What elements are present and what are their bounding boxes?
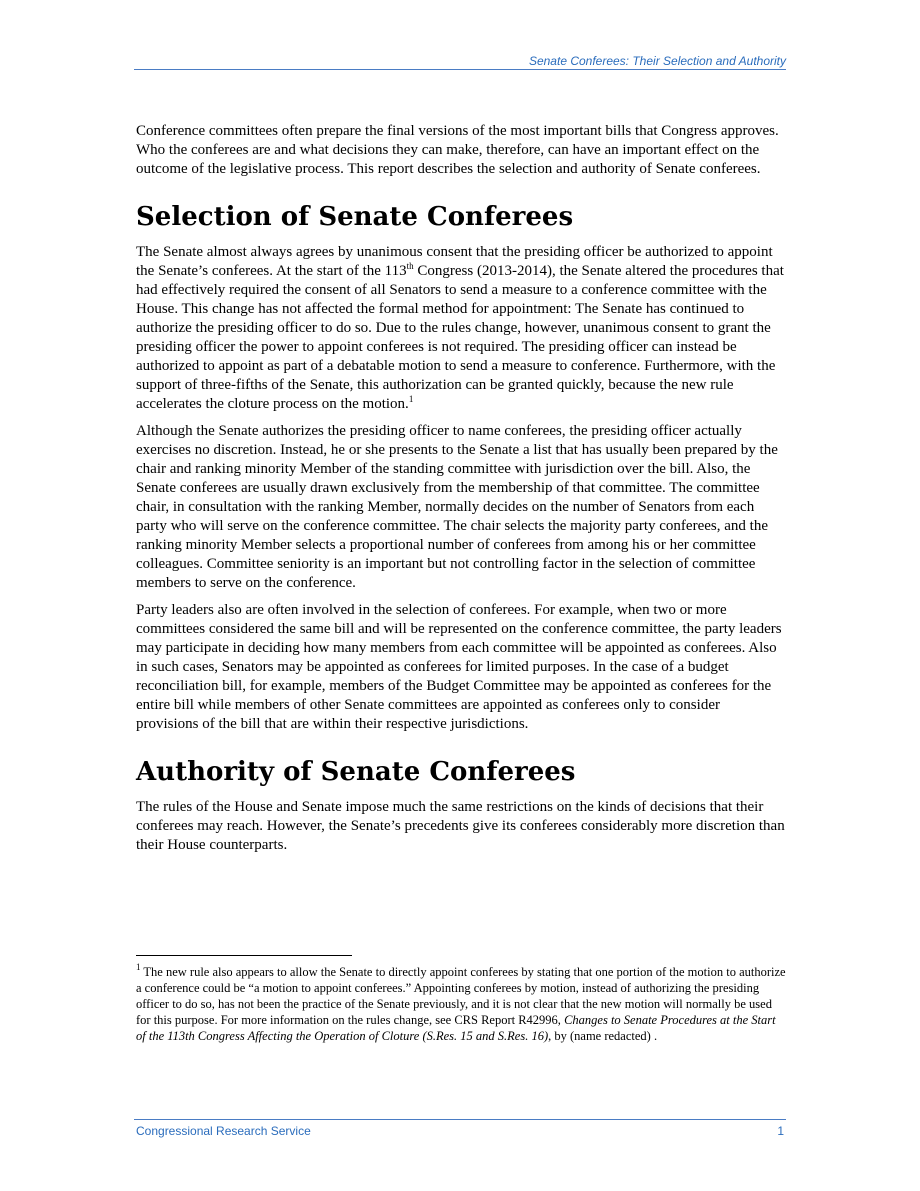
- section-heading-authority: Authority of Senate Conferees: [136, 757, 576, 787]
- footnote-tail: , by (name redacted) .: [548, 1029, 658, 1043]
- footnote-divider: [136, 955, 352, 956]
- footnote-text: The new rule also appears to allow the Senate to directly appoint conferees by stating that one portion of the motion to authorize a conference could be “a motion to appoint conferees.” Appointing conferees by motion, instead of authorizing the presiding officer to do so, has not been the practice of the Senate previously, and it is not clear that the new motion will normally be used for this purpose. For more information on the rules change, see CRS Report R42996,: [136, 965, 786, 1027]
- authority-paragraph-1: The rules of the House and Senate impose much the same restrictions on the kinds of decisions that their conferees may reach. However, the Senate’s precedents give its conferees considerably more discretion than their House counterparts.: [136, 799, 785, 853]
- selection-paragraph-2: Although the Senate authorizes the presiding officer to name conferees, the presiding officer actually exercises no discretion. Instead, he or she presents to the Senate a list that has usually been prepared by the chair and ranking minority Member of the standing committee with jurisdiction over the bill. Also, the Senate conferees are usually drawn exclusively from the membership of that committee. The committee chair, in consultation with the ranking Member, normally decides on the number of Senators from each party who will serve on the conference committee. The chair selects the majority party conferees, and the ranking minority Member selects a proportional number of conferees from among his or her committee colleagues. Committee seniority is an important but not controlling factor in the selection of committee members to serve on the conference.: [136, 423, 778, 591]
- page-number: 1: [777, 1124, 784, 1138]
- ordinal-suffix: th: [406, 261, 414, 271]
- selection-paragraph-1: [136, 243, 786, 414]
- footnote-number: 1: [136, 962, 141, 972]
- footer-divider: [134, 1119, 786, 1120]
- selection-p1-text-a: The Senate almost always agrees by unanimous consent that the presiding officer be authorized to appoint the Senate’s conferees. At the start of the 113: [136, 244, 773, 279]
- footnote-report-title: Changes to Senate Procedures at the Start of the 113th Congress Affecting the Operation of Cloture (S.Res. 15 and S.Res. 16): [136, 1013, 776, 1043]
- footnote: [136, 964, 786, 1044]
- section-heading-selection: Selection of Senate Conferees: [136, 202, 574, 232]
- selection-p1-text-b: Congress (2013-2014), the Senate altered the procedures that had effectively required the consent of all Senators to send a measure to a conference committee with the House. This change has not affected the formal method for appointment: The Senate has continued to authorize the presiding officer to do so. Due to the rules change, however, unanimous consent to grant the presiding officer the power to appoint conferees is not required. The presiding officer can instead be authorized to appoint as part of a debatable motion to send a measure to conference. Furthermore, with the support of three-fifths of the Senate, this authorization can be granted quickly, because the new rule accelerates the cloture process on the motion.: [136, 263, 784, 412]
- body-content: [136, 122, 786, 863]
- footnote-reference[interactable]: 1: [408, 394, 414, 404]
- footer-organization: Congressional Research Service: [136, 1124, 311, 1138]
- selection-paragraph-3: Party leaders also are often involved in the selection of conferees. For example, when two or more committees considered the same bill and will be represented on the conference committee, the party leaders may participate in deciding how many members from each committee will be appointed as conferees. Also in such cases, Senators may be appointed as conferees for limited purposes. In the case of a budget reconciliation bill, for example, members of the Budget Committee may be appointed as conferees for the entire bill while members of other Senate committees are appointed as conferees only to consider provisions of the bill that are within their respective jurisdictions.: [136, 602, 782, 732]
- header-divider: [134, 69, 786, 70]
- running-header: Senate Conferees: Their Selection and Authority: [528, 54, 786, 68]
- intro-paragraph: Conference committees often prepare the final versions of the most important bills that Congress approves. Who the conferees are and what decisions they can make, therefore, can have an important effect on the outcome of the legislative process. This report describes the selection and authority of Senate conferees.: [136, 123, 779, 177]
